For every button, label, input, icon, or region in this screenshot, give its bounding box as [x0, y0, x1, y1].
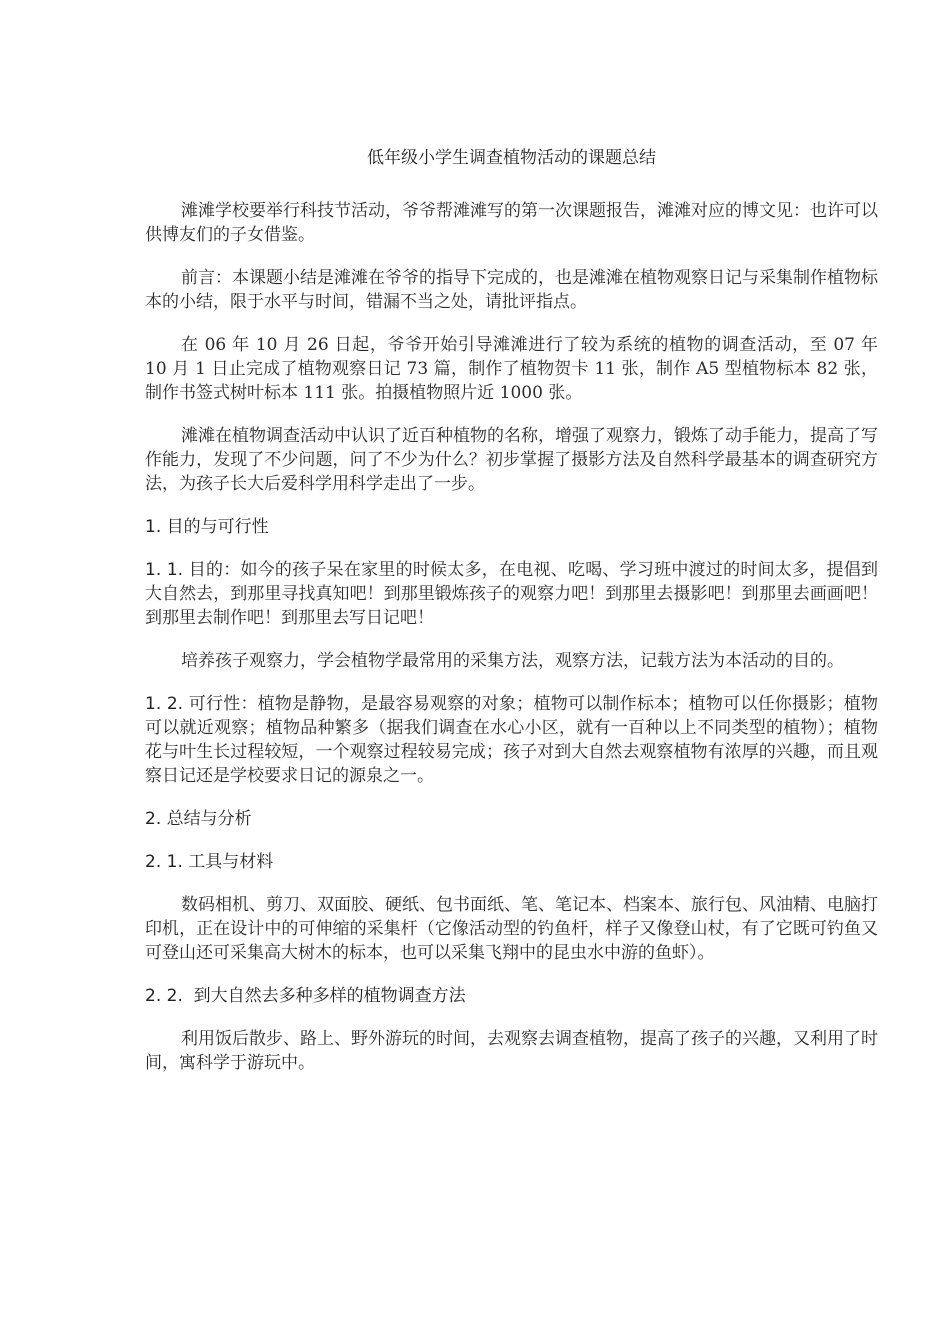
section-1-1-paragraph-2: 培养孩子观察力，学会植物学最常用的采集方法，观察方法，记载方法为本活动的目的。 — [181, 651, 844, 671]
section-1-2-lead: 1. 2. 可行性 — [145, 694, 241, 714]
section-1-2-text: ：植物是静物，是最容易观察的对象；植物可以制作标本；植物可以任你摄影；植物可以就近观察；植物品种繁多（据我们调查在水心小区，就有一百种以上不同类型的植物）；植物花与叶生长过程较短，一个观察过程较易完成；孩子对到大自然去观察植物有浓厚的兴趣，而且观察日记还是学校要求日记的源泉之一。 — [145, 694, 878, 786]
intro-paragraph-3: 在 06 年 10 月 26 日起，爷爷开始引导滩滩进行了较为系统的植物的调查活动，至 07 年 10 月 1 日止完成了植物观察日记 73 篇，制作了植物贺卡 11 张，制作 A5 型植物标本 82 张，制作书签式树叶标本 111 张。拍摄植物照片近 1000 张。 — [145, 335, 878, 403]
section-2-1-paragraph: 数码相机、剪刀、双面胶、硬纸、包书面纸、笔、笔记本、档案本、旅行包、风油精、电脑打印机，正在设计中的可伸缩的采集杆（它像活动型的钓鱼杆，样子又像登山杖，有了它既可钓鱼又可登山还可采集高大树木的标本，也可以采集飞翔中的昆虫水中游的鱼虾）。 — [145, 895, 878, 963]
section-1-1-paragraph — [145, 558, 878, 630]
intro-paragraph-1: 滩滩学校要举行科技节活动，爷爷帮滩滩写的第一次课题报告，滩滩对应的博文见：也许可以供博友们的子女借鉴。 — [145, 201, 878, 245]
intro-paragraph-2: 前言：本课题小结是滩滩在爷爷的指导下完成的，也是滩滩在植物观察日记与采集制作植物标本的小结，限于水平与时间，错漏不当之处，请批评指点。 — [145, 268, 878, 312]
section-2-2-paragraph: 利用饭后散步、路上、野外游玩的时间，去观察去调查植物，提高了孩子的兴趣，又利用了时间，寓科学于游玩中。 — [145, 1029, 878, 1073]
section-2-heading: 2. 总结与分析 — [145, 809, 252, 829]
section-1-1-lead: 1. 1. 目的 — [145, 560, 224, 580]
document-title: 低年级小学生调查植物活动的课题总结 — [367, 148, 656, 168]
section-2-1-heading: 2. 1. 工具与材料 — [145, 852, 274, 872]
section-2-2-heading: 2. 2. 到大自然去多种多样的植物调查方法 — [145, 986, 466, 1006]
section-1-heading: 1. 目的与可行性 — [145, 517, 269, 537]
section-1-2-paragraph — [145, 692, 878, 788]
section-1-1-text: ：如今的孩子呆在家里的时候太多，在电视、吃喝、学习班中渡过的时间太多，提倡到大自然去，到那里寻找真知吧！到那里锻炼孩子的观察力吧！到那里去摄影吧！到那里去画画吧！到那里去制作吧！到那里去写日记吧！ — [145, 560, 879, 628]
document-page — [145, 145, 878, 1094]
intro-paragraph-4: 滩滩在植物调查活动中认识了近百种植物的名称，增强了观察力，锻炼了动手能力，提高了写作能力，发现了不少问题，问了不少为什么？初步掌握了摄影方法及自然科学最基本的调查研究方法，为孩子长大后爱科学用科学走出了一步。 — [145, 426, 878, 494]
